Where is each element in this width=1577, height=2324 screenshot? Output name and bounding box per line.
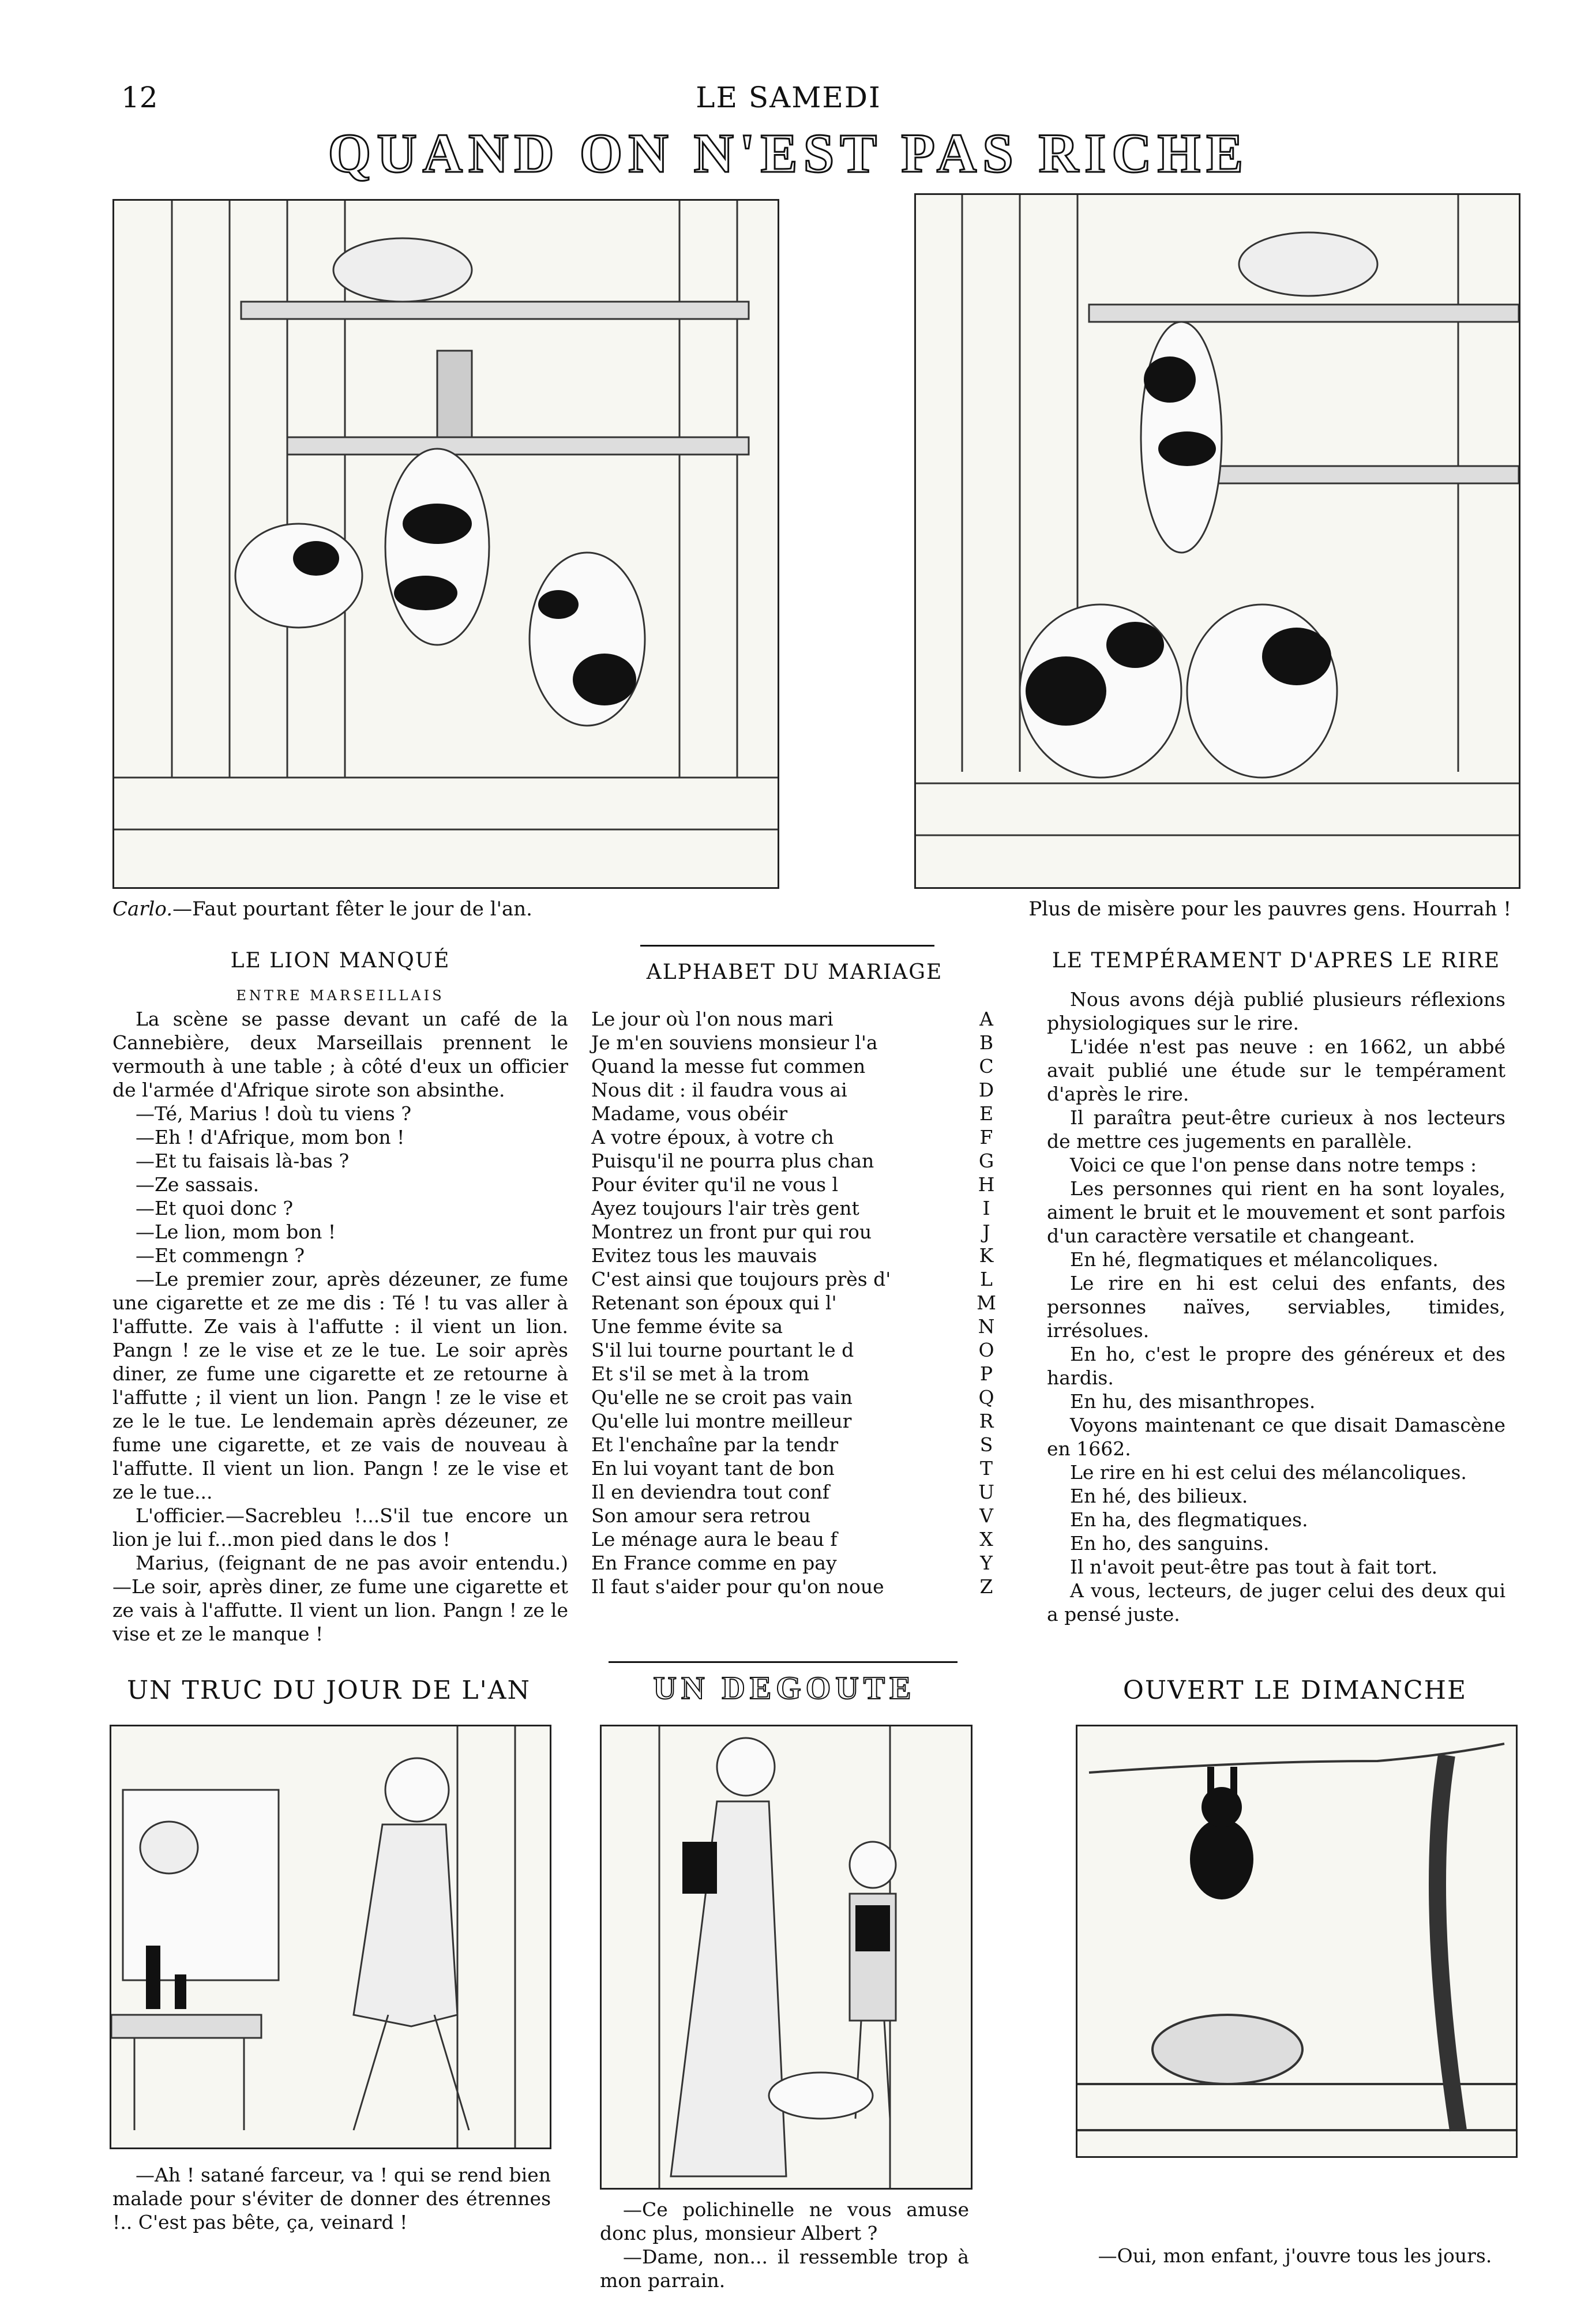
alphabet-row: [591, 1220, 998, 1244]
paragraph: En ho, des sanguins.: [1070, 1532, 1270, 1555]
truc-caption: [112, 2163, 551, 2234]
headline: QUAND ON N'EST PAS RICHE: [328, 122, 1249, 184]
alphabet-letter: U: [978, 1481, 994, 1503]
alphabet-line: Et l'enchaîne par la tendr: [591, 1433, 839, 1456]
alphabet-row: [591, 1078, 998, 1102]
caption-text: —Ah ! satané farceur, va ! qui se rend bien malade pour s'éviter de donner des étrennes !.. C'est pas bête, ça, veinard !: [112, 2164, 551, 2233]
alphabet-line: Nous dit : il faudra vous ai: [591, 1079, 847, 1101]
paragraph: En hé, flegmatiques et mélancoliques.: [1070, 1248, 1439, 1271]
alphabet-row: [591, 1007, 998, 1031]
alphabet-line: Madame, vous obéir: [591, 1102, 788, 1125]
alphabet-line: Pour éviter qu'il ne vous l: [591, 1173, 839, 1196]
alphabet-row: [591, 1575, 998, 1598]
alphabet-letter: E: [979, 1102, 994, 1125]
alphabet-row: [591, 1102, 998, 1125]
alphabet-line: Evitez tous les mauvais: [591, 1244, 817, 1267]
paragraph: —Et commengn ?: [136, 1244, 305, 1267]
paragraph: L'idée n'est pas neuve : en 1662, un abbé avait publié une étude sur le tempérament d'après le rire.: [1047, 1035, 1505, 1105]
paragraph: En ho, c'est le propre des généreux et des hardis.: [1047, 1343, 1505, 1389]
alphabet-list: [591, 1007, 998, 1598]
alphabet-letter: C: [979, 1055, 994, 1077]
paragraph: A vous, lecteurs, de juger celui des deux qui a pensé juste.: [1047, 1579, 1505, 1625]
alphabet-letter: V: [979, 1504, 993, 1527]
alphabet-line: Quand la messe fut commen: [591, 1055, 866, 1077]
article-alphabet: [591, 960, 998, 1598]
paragraph: —Et quoi donc ?: [136, 1197, 294, 1219]
paragraph: Marius, (feignant de ne pas avoir entendu.)—Le soir, après diner, ze fume une cigarette et ze vais à l'affutte. Il vient un lion. Pangn ! ze le vise et ze le manque !: [112, 1552, 568, 1645]
paragraph: —Eh ! d'Afrique, mom bon !: [136, 1126, 405, 1148]
paragraph: Il paraîtra peut-être curieux à nos lecteurs de mettre ces jugements en parallèle.: [1047, 1106, 1505, 1152]
alphabet-letter: L: [980, 1268, 993, 1290]
alphabet-line: Ayez toujours l'air très gent: [591, 1197, 859, 1219]
alphabet-letter: X: [979, 1528, 993, 1550]
alphabet-letter: N: [978, 1315, 995, 1338]
alphabet-letter: O: [978, 1339, 994, 1361]
paragraph: En ha, des flegmatiques.: [1070, 1508, 1308, 1531]
alphabet-row: [591, 1267, 998, 1291]
alphabet-row: [591, 1338, 998, 1362]
paragraph: Il n'avoit peut-être pas tout à fait tort.: [1070, 1556, 1438, 1578]
caption-speaker: Carlo.: [112, 898, 173, 921]
paragraph: Le rire en hi est celui des enfants, des personnes naïves, serviables, timides, irrésolues.: [1047, 1272, 1505, 1342]
alphabet-line: Qu'elle ne se croit pas vain: [591, 1386, 853, 1409]
alphabet-row: [591, 1031, 998, 1054]
alphabet-letter: R: [979, 1410, 994, 1432]
alphabet-row: [591, 1386, 998, 1409]
alphabet-line: En lui voyant tant de bon: [591, 1457, 835, 1480]
alphabet-row: [591, 1433, 998, 1456]
article-rire-title: LE TEMPÉRAMENT D'APRES LE RIRE: [1052, 949, 1501, 973]
paragraph: —Le lion, mom bon !: [136, 1221, 336, 1243]
article-lion: [112, 949, 568, 1646]
truc-title: UN TRUC DU JOUR DE L'AN: [126, 1676, 531, 1705]
alphabet-line: Montrez un front pur qui rou: [591, 1221, 872, 1243]
alphabet-letter: J: [982, 1221, 990, 1243]
alphabet-letter: Q: [978, 1386, 994, 1409]
alphabet-line: Retenant son époux qui l': [591, 1291, 837, 1314]
illustration-dogs-climbing: [914, 193, 1520, 889]
article-alphabet-title: ALPHABET DU MARIAGE: [646, 960, 943, 984]
alphabet-letter: S: [979, 1433, 993, 1456]
alphabet-line: Le ménage aura le beau f: [591, 1528, 838, 1550]
alphabet-row: [591, 1196, 998, 1220]
alphabet-letter: I: [982, 1197, 990, 1219]
alphabet-row: [591, 1291, 998, 1315]
alphabet-line: Qu'elle lui montre meilleur: [591, 1410, 852, 1432]
article-rire: [1047, 949, 1505, 1626]
illustration-sick-bed: [110, 1725, 551, 2149]
alphabet-line: S'il lui tourne pourtant le d: [591, 1339, 854, 1361]
paragraph: L'officier.—Sacrebleu !...S'il tue encore un lion je lui f...mon pied dans le dos !: [112, 1504, 568, 1550]
alphabet-letter: H: [978, 1173, 995, 1196]
alphabet-line: Puisqu'il ne pourra plus chan: [591, 1150, 874, 1172]
alphabet-letter: P: [979, 1362, 993, 1385]
alphabet-line: Il en deviendra tout conf: [591, 1481, 829, 1503]
journal-title: LE SAMEDI: [696, 81, 881, 114]
alphabet-row: [591, 1054, 998, 1078]
alphabet-line: A votre époux, à votre ch: [591, 1126, 834, 1148]
alphabet-row: [591, 1362, 998, 1386]
alphabet-row: [591, 1527, 998, 1551]
alphabet-row: [591, 1244, 998, 1267]
caption-top-right: Plus de misère pour les pauvres gens. Hourrah !: [1028, 898, 1511, 921]
column-rule: [609, 1661, 958, 1663]
article-lion-title: LE LION MANQUÉ: [230, 949, 450, 973]
dimanche-caption: —Oui, mon enfant, j'ouvre tous les jours.: [1098, 2244, 1492, 2267]
alphabet-row: [591, 1173, 998, 1196]
alphabet-row: [591, 1409, 998, 1433]
alphabet-row: [591, 1551, 998, 1575]
paragraph: —Té, Marius ! doù tu viens ?: [136, 1102, 412, 1125]
alphabet-letter: K: [979, 1244, 994, 1267]
paragraph: Les personnes qui rient en ha sont loyales, aiment le bruit et le mouvement et sont parfois d'un caractère versatile et changeant.: [1047, 1177, 1505, 1247]
column-rule: [640, 945, 934, 947]
caption-top-left: [112, 897, 574, 921]
caption-text: —Faut pourtant fêter le jour de l'an.: [172, 898, 532, 921]
degoute-title: UN DEGOUTE: [653, 1670, 916, 1706]
alphabet-letter: A: [979, 1008, 993, 1030]
paragraph: Voyons maintenant ce que disait Damascène en 1662.: [1047, 1414, 1505, 1460]
page-number: 12: [121, 81, 158, 114]
article-lion-subtitle: ENTRE MARSEILLAIS: [236, 988, 445, 1004]
alphabet-letter: T: [979, 1457, 993, 1480]
alphabet-line: En France comme en pay: [591, 1552, 837, 1574]
alphabet-letter: D: [978, 1079, 994, 1101]
degoute-caption: [600, 2198, 969, 2292]
alphabet-row: [591, 1504, 998, 1527]
paragraph: En hu, des misanthropes.: [1070, 1390, 1316, 1413]
alphabet-row: [591, 1456, 998, 1480]
alphabet-line: Son amour sera retrou: [591, 1504, 811, 1527]
illustration-dogs-looking: [112, 199, 779, 889]
alphabet-row: [591, 1480, 998, 1504]
alphabet-row: [591, 1125, 998, 1149]
dimanche-title: OUVERT LE DIMANCHE: [1122, 1676, 1467, 1705]
paragraph: Voici ce que l'on pense dans notre temps :: [1070, 1154, 1477, 1176]
article-lion-body: [112, 1007, 568, 1646]
alphabet-line: Je m'en souviens monsieur l'a: [591, 1031, 878, 1054]
paragraph: La scène se passe devant un café de la Cannebière, deux Marseillais prennent le vermouth à une table ; à côté d'eux un officier de l'armée d'Afrique sirote son absinthe.: [112, 1008, 568, 1101]
illustration-polichinelle: [600, 1725, 973, 2190]
illustration-monkey: [1076, 1725, 1518, 2158]
alphabet-line: Le jour où l'on nous mari: [591, 1008, 833, 1030]
paragraph: Le rire en hi est celui des mélancoliques.: [1070, 1461, 1467, 1484]
alphabet-line: Et s'il se met à la trom: [591, 1362, 810, 1385]
alphabet-line: Il faut s'aider pour qu'on noue: [591, 1575, 884, 1598]
paragraph: —Ze sassais.: [136, 1173, 260, 1196]
alphabet-line: Une femme évite sa: [591, 1315, 783, 1338]
alphabet-row: [591, 1315, 998, 1338]
alphabet-letter: F: [979, 1126, 993, 1148]
paragraph: —Et tu faisais là-bas ?: [136, 1150, 350, 1172]
paragraph: En hé, des bilieux.: [1070, 1485, 1248, 1507]
alphabet-letter: G: [978, 1150, 994, 1172]
alphabet-line: C'est ainsi que toujours près d': [591, 1268, 891, 1290]
caption-text: —Dame, non... il ressemble trop à mon parrain.: [600, 2246, 969, 2292]
alphabet-letter: Z: [979, 1575, 993, 1598]
caption-text: —Ce polichinelle ne vous amuse donc plus, monsieur Albert ?: [600, 2198, 969, 2244]
alphabet-row: [591, 1149, 998, 1173]
paragraph: Nous avons déjà publié plusieurs réflexions physiologiques sur le rire.: [1047, 988, 1505, 1034]
alphabet-letter: Y: [980, 1552, 993, 1574]
article-rire-body: [1047, 988, 1505, 1626]
paragraph: —Le premier zour, après dézeuner, ze fume une cigarette et ze me dis : Té ! tu vas aller à l'affutte. Ze vais à l'affutte : il vient un lion. Pangn ! ze le vise et ze le tue. Le soir après diner, ze fume une cigarette et ze retourne à l'affutte ; il vient un lion. Pangn ! ze le vise et ze le le tue. Le lendemain après dézeuner, ze fume une cigarette, et ze vais de nouveau à l'affutte. Il vient un lion. Pangn ! ze le vise et ze le tue...: [112, 1268, 568, 1503]
alphabet-letter: M: [977, 1291, 996, 1314]
alphabet-letter: B: [979, 1031, 994, 1054]
